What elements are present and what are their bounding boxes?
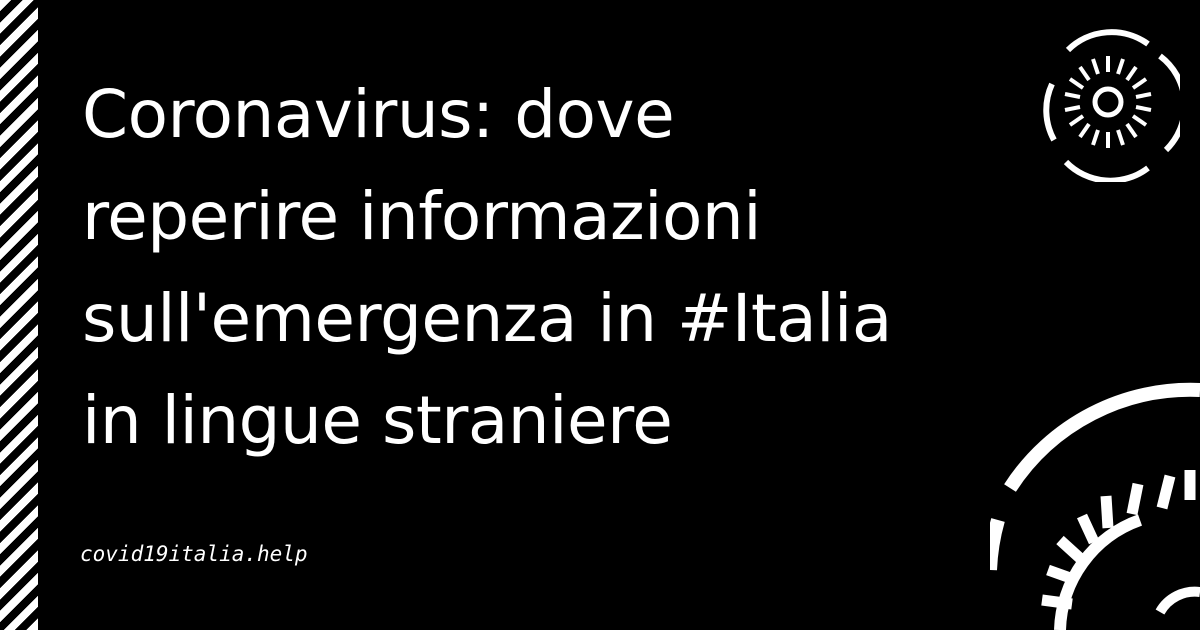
virus-ring-icon: [990, 380, 1200, 630]
site-url: covid19italia.help: [80, 542, 308, 566]
striped-left-border: [0, 0, 38, 630]
headline-line: Coronavirus: dove: [82, 76, 675, 153]
headline-line: reperire informazioni: [82, 178, 762, 255]
headline-line: sull'emergenza in #Italia: [82, 280, 892, 357]
virus-ring-icon: [1038, 22, 1180, 182]
page-title: [82, 64, 1022, 472]
headline-line: in lingue straniere: [82, 382, 673, 459]
